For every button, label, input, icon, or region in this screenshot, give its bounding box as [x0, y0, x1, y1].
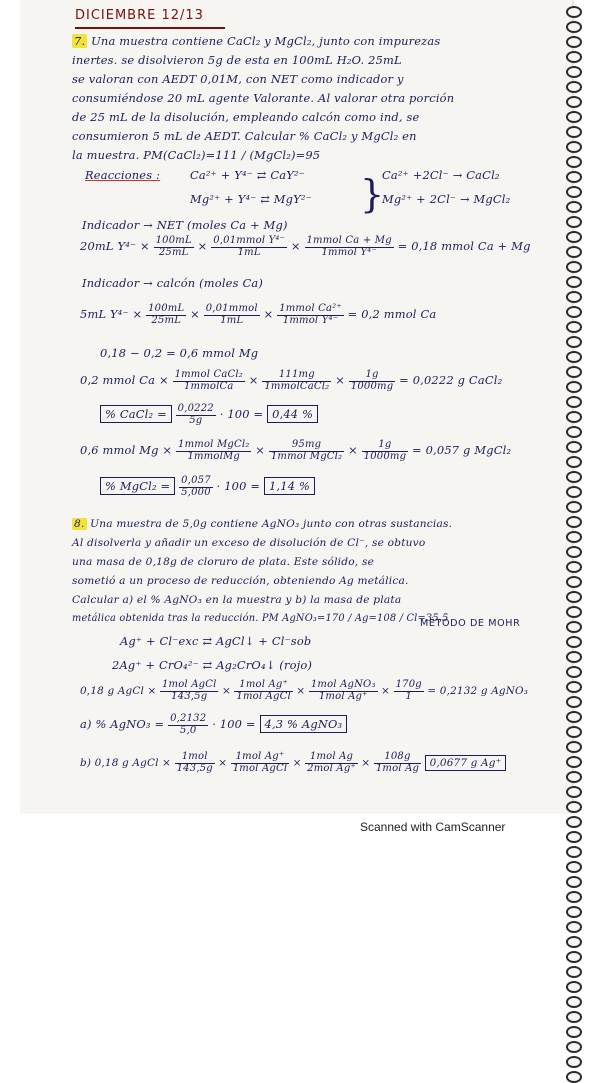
calc-net-frac-3: [305, 236, 394, 258]
calc-agno3-frac-2: [234, 680, 293, 702]
spiral-ring: [566, 906, 582, 918]
spiral-ring: [566, 366, 582, 378]
problem-7-line-7: la muestra. PM(CaCl₂)=111 / (MgCl₂)=95: [72, 148, 321, 162]
frac-den: 1000mg: [363, 450, 407, 462]
spiral-ring: [566, 1026, 582, 1038]
frac-num: 0,01mmol Y⁴⁻: [213, 235, 286, 246]
frac-den: 5,0: [179, 724, 197, 736]
frac-num: 1mol Ag⁺: [234, 680, 293, 692]
spiral-ring: [566, 486, 582, 498]
frac-den: 1mmolMg: [187, 450, 241, 462]
calc-mg-lead: 0,6 mmol Mg ×: [80, 443, 173, 457]
problem-7-number: 7.: [74, 34, 86, 48]
frac-den: 1mol Ag⁺: [318, 690, 368, 702]
spiral-ring: [566, 726, 582, 738]
spiral-ring: [566, 186, 582, 198]
spiral-ring: [566, 1071, 582, 1083]
calc-ca-result: = 0,0222 g CaCl₂: [399, 373, 503, 387]
problem-8-number: 8.: [74, 518, 85, 530]
part-a-result: 4,3 % AgNO₃: [260, 715, 348, 733]
calc-agno3-frac-1: [160, 680, 219, 702]
spiral-ring: [566, 621, 582, 633]
frac-num: 1mol AgNO₃: [310, 679, 376, 690]
frac-num: 1mol Ag⁺: [231, 752, 290, 764]
spiral-ring: [566, 546, 582, 558]
spiral-ring: [566, 36, 582, 48]
frac-den: 1mmol MgCl₂: [270, 450, 343, 462]
part-b: b) 0,18 g AgCl × $\frac{\text{1mol}}{143,5g}$ × $\frac{\text{1mol Ag⁺}}{\text{1mol AgCl}}$ × $\frac{\text{1mol Ag}}{\text{2mol Ag⁺}}$ × $\frac{108g}{\text{1mol Ag}}$ 0,0677 g Ag⁺: [80, 752, 506, 774]
part-a: [80, 714, 347, 736]
frac-den: 1mmol Y⁴⁻: [282, 314, 339, 326]
spiral-ring: [566, 666, 582, 678]
problem-8-line-6: metálica obtenida tras la reducción. PM AgNO₃=170 / Ag=108 / Cl=35,5: [72, 613, 449, 624]
spiral-ring: [566, 561, 582, 573]
calc-calcon-result: = 0,2 mmol Ca: [347, 307, 437, 321]
spiral-ring: [566, 201, 582, 213]
problem-8-text-1: Una muestra de 5,0g contiene AgNO₃ junto con otras sustancias.: [90, 518, 453, 530]
frac-den: 1mol Ag: [375, 762, 420, 774]
problem-7-line-2: inertes. se disolvieron 5g de esta en 100mL H₂O. 25mL: [72, 53, 402, 67]
frac-den: 1mol AgCl: [236, 690, 291, 702]
reaction-ca-y: Ca²⁺ + Y⁴⁻ ⇄ CaY²⁻: [190, 168, 305, 182]
spiral-ring: [566, 771, 582, 783]
frac-den: 1mL: [220, 314, 244, 326]
date-underline: [75, 27, 225, 29]
frac-den: 1mmol Y⁴⁻: [321, 246, 377, 258]
frac-den: 5,000: [181, 486, 211, 498]
calc-ca-frac-1: [173, 370, 245, 392]
spiral-ring: [566, 816, 582, 828]
spiral-ring: [566, 786, 582, 798]
spiral-ring: [566, 876, 582, 888]
calc-mg-result: = 0,057 g MgCl₂: [412, 443, 512, 457]
reaction-ag-cro4: 2Ag⁺ + CrO₄²⁻ ⇄ Ag₂CrO₄↓ (rojo): [112, 658, 313, 672]
frac-num: 108g: [374, 752, 421, 764]
part-b-frac-4: [374, 752, 421, 774]
calc-ca-frac-3: [349, 370, 396, 392]
spiral-ring: [566, 741, 582, 753]
pct-mg-mult: · 100 =: [216, 479, 261, 493]
pct-ca-result: 0,44 %: [267, 405, 318, 423]
reaction-mg-cl: Mg²⁺ + 2Cl⁻ → MgCl₂: [382, 192, 511, 206]
problem-7-line-1: [72, 34, 440, 48]
spiral-ring: [566, 606, 582, 618]
pct-mg-frac: [179, 476, 213, 498]
spiral-ring: [566, 21, 582, 33]
spiral-ring: [566, 636, 582, 648]
frac-num: 111mg: [262, 370, 331, 382]
spiral-ring: [566, 381, 582, 393]
calc-net: 20mL Y⁴⁻ × $\frac{100mL}{25mL}$ × $\frac{\text{0,01mmol Y⁴⁻}}{1mL}$ × $\frac{\text{1mmol Ca + Mg}}{\text{1mmol Y⁴⁻}}$ = 0,18 mmol Ca + Mg: [80, 235, 531, 258]
spiral-ring: [566, 681, 582, 693]
spiral-ring: [566, 861, 582, 873]
frac-num: 1mmol CaCl₂: [174, 369, 243, 380]
calc-net-frac-1: [154, 236, 194, 258]
spiral-ring: [566, 306, 582, 318]
problem-8-line-5: Calcular a) el % AgNO₃ en la muestra y b) la masa de plata: [72, 594, 402, 606]
calc-ca-frac-2: [262, 370, 331, 392]
spiral-ring: [566, 66, 582, 78]
frac-den: 5g: [189, 414, 203, 426]
part-b-result: 0,0677 g Ag⁺: [425, 755, 507, 771]
frac-den: 1mL: [237, 246, 261, 258]
frac-den: 25mL: [151, 314, 182, 326]
calc-calcon-lead: 5mL Y⁴⁻ ×: [80, 307, 143, 321]
reactions-label: Reacciones :: [85, 168, 161, 182]
pct-ca-mult: · 100 =: [219, 407, 264, 421]
spiral-ring: [566, 921, 582, 933]
frac-num: 1mol: [175, 752, 215, 764]
spiral-ring: [566, 576, 582, 588]
indicator-net: Indicador → NET (moles Ca + Mg): [82, 218, 288, 232]
part-a-mult: · 100 =: [212, 717, 256, 731]
calc-net-result: = 0,18 mmol Ca + Mg: [397, 239, 531, 253]
problem-7-line-3: se valoran con AEDT 0,01M, con NET como indicador y: [72, 72, 404, 86]
spiral-ring: [566, 411, 582, 423]
calc-agno3-result: = 0,2132 g AgNO₃: [427, 685, 529, 697]
method-label: MÉTODO DE MOHR: [420, 618, 521, 629]
spiral-ring: [566, 651, 582, 663]
spiral-ring: [566, 246, 582, 258]
frac-den: 143,5g: [171, 690, 208, 702]
notebook-page: [20, 0, 572, 812]
spiral-ring: [566, 336, 582, 348]
calc-calcon: 5mL Y⁴⁻ × $\frac{100mL}{25mL}$ × $\frac{\text{0,01mmol}}{1mL}$ × $\frac{\text{1mmol Ca²⁺}}{\text{1mmol Y⁴⁻}}$ = 0,2 mmol Ca: [80, 303, 437, 326]
frac-den: 1mmolCaCl₂: [264, 380, 330, 392]
frac-num: 0,0222: [177, 403, 214, 414]
part-b-frac-1: [175, 752, 215, 774]
part-a-frac: [168, 714, 208, 736]
spiral-ring: [566, 891, 582, 903]
frac-num: 1mol AgCl: [161, 679, 217, 690]
frac-den: 1mmolCa: [183, 380, 234, 392]
spiral-ring: [566, 351, 582, 363]
spiral-ring: [566, 126, 582, 138]
spiral-ring: [566, 1056, 582, 1068]
spiral-ring: [566, 936, 582, 948]
problem-8-line-1: [72, 518, 452, 530]
frac-num: 0,057: [181, 475, 211, 486]
calc-mg-mass: 0,6 mmol Mg × $\frac{\text{1mmol MgCl₂}}{\text{1mmolMg}}$ × $\frac{95mg}{\text{1mmol MgCl₂}}$ × $\frac{1g}{1000mg}$ = 0,057 g MgCl₂: [80, 439, 512, 462]
spiral-ring: [566, 696, 582, 708]
spiral-ring: [566, 471, 582, 483]
calc-ca-lead: 0,2 mmol Ca ×: [80, 373, 169, 387]
spiral-binding: [566, 6, 580, 806]
spiral-ring: [566, 321, 582, 333]
pct-ca-frac: [176, 404, 216, 426]
spiral-ring: [566, 531, 582, 543]
problem-7-line-4: consumiéndose 20 mL agente Valorante. Al valorar otra porción: [72, 91, 455, 105]
frac-num: 1mmol Ca + Mg: [306, 235, 392, 246]
spiral-ring: [566, 441, 582, 453]
reaction-ca-cl: Ca²⁺ +2Cl⁻ → CaCl₂: [382, 168, 500, 182]
frac-num: 0,01mmol: [205, 303, 258, 314]
problem-7-text-1: Una muestra contiene CaCl₂ y MgCl₂, junto con impurezas: [91, 34, 441, 48]
calc-net-lead: 20mL Y⁴⁻ ×: [80, 239, 150, 253]
frac-num: 170g: [395, 679, 422, 690]
spiral-ring: [566, 261, 582, 273]
frac-den: 2mol Ag⁺: [307, 762, 356, 774]
frac-num: 100mL: [148, 303, 185, 314]
spiral-ring: [566, 111, 582, 123]
spiral-ring: [566, 141, 582, 153]
calc-mg-frac-2: [269, 440, 344, 462]
spiral-ring: [566, 171, 582, 183]
spiral-ring: [566, 966, 582, 978]
frac-num: 1mol Ag: [305, 752, 358, 764]
frac-num: 100mL: [155, 235, 192, 246]
calc-calcon-frac-1: [146, 304, 186, 326]
problem-7-line-5: de 25 mL de la disolución, empleando calcón como ind, se: [72, 110, 420, 124]
part-a-lead: a) % AgNO₃ =: [80, 717, 165, 731]
spiral-ring: [566, 591, 582, 603]
frac-num: 95mg: [269, 440, 344, 452]
mg-difference: 0,18 − 0,2 = 0,6 mmol Mg: [100, 346, 259, 360]
calc-mg-frac-1: [176, 440, 251, 462]
calc-calcon-frac-3: [277, 304, 344, 326]
frac-den: 1000mg: [350, 380, 394, 392]
spiral-ring: [566, 951, 582, 963]
reaction-brace: }: [360, 172, 385, 216]
calc-calcon-frac-2: [204, 304, 260, 326]
calc-ca-mass: 0,2 mmol Ca × $\frac{\text{1mmol CaCl₂}}{\text{1mmolCa}}$ × $\frac{111mg}{\text{1mmolCaCl₂}}$ × $\frac{1g}{1000mg}$ = 0,0222 g CaCl₂: [80, 369, 503, 392]
spiral-ring: [566, 156, 582, 168]
spiral-ring: [566, 81, 582, 93]
spiral-ring: [566, 1041, 582, 1053]
spiral-ring: [566, 981, 582, 993]
frac-den: 1mol AgCl: [232, 762, 288, 774]
spiral-ring: [566, 996, 582, 1008]
scanner-watermark: Scanned with CamScanner: [360, 820, 506, 834]
part-b-lead: b) 0,18 g AgCl ×: [80, 757, 172, 769]
frac-num: 1mmol Ca²⁺: [279, 303, 342, 314]
spiral-ring: [566, 456, 582, 468]
part-b-frac-3: [305, 752, 358, 774]
frac-num: 1g: [362, 440, 409, 452]
problem-8-line-3: una masa de 0,18g de cloruro de plata. Este sólido, se: [72, 556, 375, 568]
spiral-ring: [566, 216, 582, 228]
part-b-frac-2: [231, 752, 290, 774]
calc-net-frac-2: [211, 236, 287, 258]
reaction-ag-cl: Ag⁺ + Cl⁻exc ⇄ AgCl↓ + Cl⁻sob: [120, 634, 312, 648]
problem-7-line-6: consumieron 5 mL de AEDT. Calcular % CaCl₂ y MgCl₂ en: [72, 129, 417, 143]
frac-den: 1: [405, 690, 412, 702]
frac-den: 143,5g: [176, 762, 213, 774]
problem-8-line-2: Al disolverla y añadir un exceso de disolución de Cl⁻, se obtuvo: [72, 537, 426, 549]
pct-mg-result: 1,14 %: [264, 477, 315, 495]
spiral-ring: [566, 396, 582, 408]
spiral-ring: [566, 6, 582, 18]
reaction-mg-y: Mg²⁺ + Y⁴⁻ ⇄ MgY²⁻: [190, 192, 312, 206]
spiral-ring: [566, 756, 582, 768]
pct-mgcl2: [100, 476, 315, 498]
calc-agno3: 0,18 g AgCl × $\frac{\text{1mol AgCl}}{143,5g}$ × $\frac{\text{1mol Ag⁺}}{\text{1mol AgCl}}$ × $\frac{\text{1mol AgNO₃}}{\text{1mol Ag⁺}}$ × $\frac{170g}{1}$ = 0,2132 g AgNO₃: [80, 679, 529, 702]
pct-cacl2: [100, 404, 318, 426]
frac-num: 1g: [349, 370, 396, 382]
spiral-ring: [566, 501, 582, 513]
spiral-ring: [566, 711, 582, 723]
calc-agno3-frac-4: [394, 680, 424, 702]
calc-agno3-frac-3: [309, 680, 378, 702]
spiral-ring: [566, 291, 582, 303]
calc-mg-frac-3: [362, 440, 409, 462]
spiral-ring: [566, 276, 582, 288]
spiral-ring: [566, 96, 582, 108]
problem-8-line-4: sometió a un proceso de reducción, obteniendo Ag metálica.: [72, 575, 409, 587]
indicator-calcon: Indicador → calcón (moles Ca): [82, 276, 264, 290]
frac-num: 1mmol MgCl₂: [178, 439, 250, 450]
pct-mg-lead: % MgCl₂ =: [100, 477, 175, 495]
calc-agno3-lead: 0,18 g AgCl ×: [80, 685, 157, 697]
spiral-ring: [566, 801, 582, 813]
spiral-ring: [566, 426, 582, 438]
pct-ca-lead: % CaCl₂ =: [100, 405, 172, 423]
spiral-ring: [566, 516, 582, 528]
spiral-ring: [566, 231, 582, 243]
page-date: DICIEMBRE 12/13: [75, 8, 204, 23]
frac-den: 25mL: [158, 246, 189, 258]
spiral-ring: [566, 1011, 582, 1023]
spiral-ring: [566, 831, 582, 843]
frac-num: 0,2132: [170, 713, 207, 724]
spiral-ring: [566, 51, 582, 63]
